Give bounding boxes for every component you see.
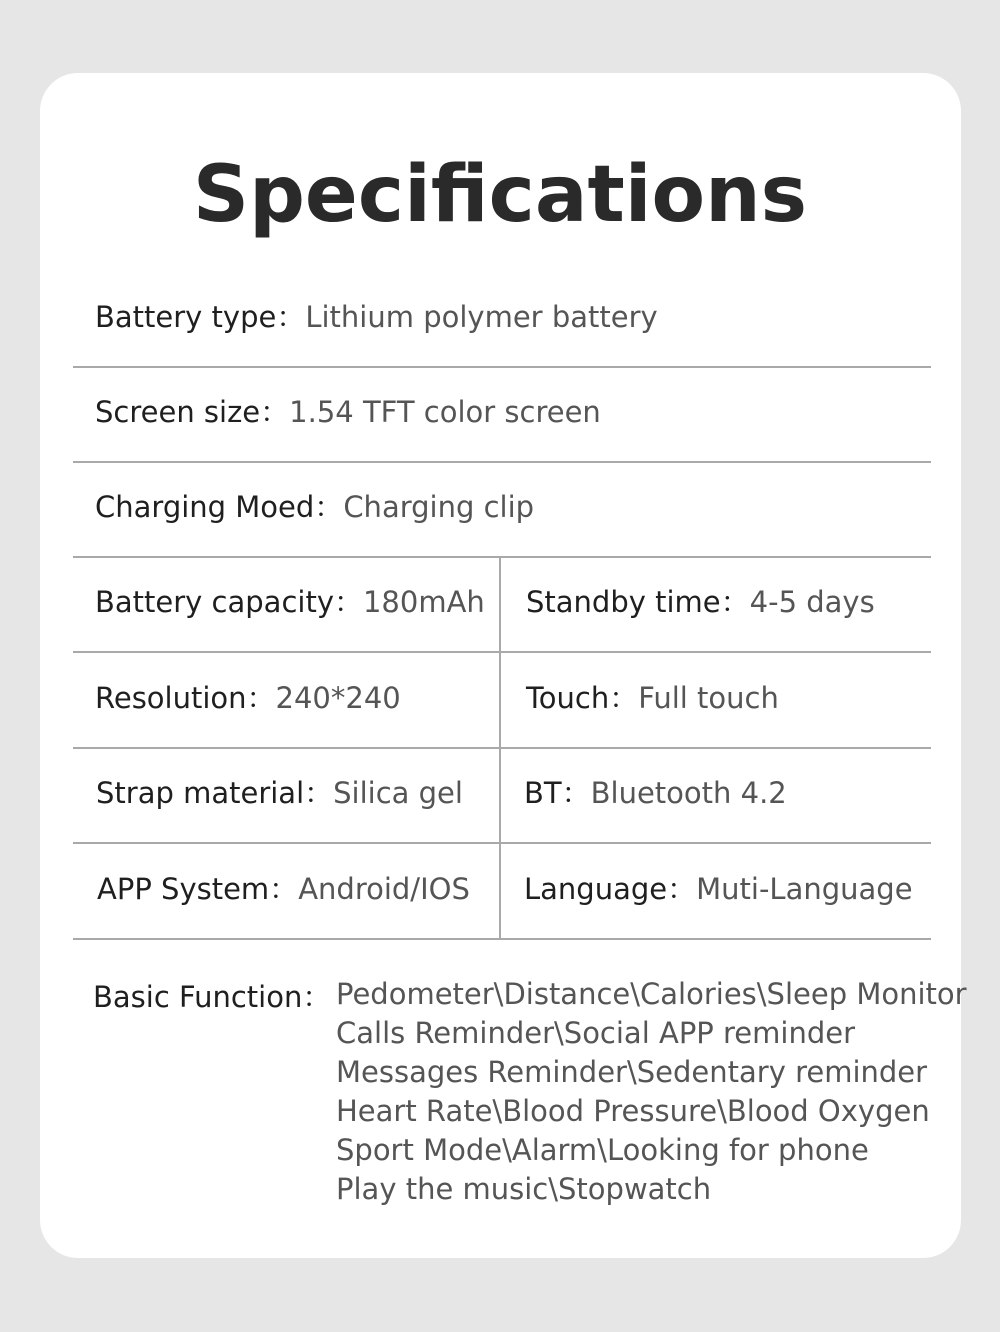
spec-row-screen-size: [73, 365, 931, 460]
spec-row-battery-type: [73, 270, 931, 365]
spec-label: BT：: [524, 776, 591, 810]
column-divider: [499, 557, 501, 939]
spec-label: APP System：: [97, 872, 299, 906]
spec-value: 1.54 TFT color screen: [289, 395, 601, 429]
basic-function-list: [336, 975, 967, 1209]
spec-label: Language：: [524, 872, 697, 906]
spec-value: 240*240: [275, 681, 401, 715]
function-line: Messages Reminder\Sedentary reminder: [336, 1055, 928, 1089]
spec-row-app-language: [73, 842, 931, 937]
function-line: Sport Mode\Alarm\Looking for phone: [336, 1133, 869, 1167]
spec-label: Resolution：: [95, 681, 276, 715]
divider: [73, 938, 931, 940]
spec-value: Full touch: [638, 681, 779, 715]
page-title: Specifications: [192, 150, 808, 240]
spec-value: Muti-Language: [696, 872, 913, 906]
spec-label: Screen size：: [95, 395, 290, 429]
spec-value: Silica gel: [333, 776, 463, 810]
spec-value: Charging clip: [343, 490, 535, 524]
spec-label: Battery capacity：: [95, 585, 363, 619]
spec-value: Android/IOS: [298, 872, 470, 906]
spec-row-strap-bt: [73, 746, 931, 841]
spec-row-charging-mode: [73, 460, 931, 555]
basic-function-label: Basic Function：: [93, 980, 332, 1014]
spec-row-resolution-touch: [73, 651, 931, 746]
spec-label: Standby time：: [526, 585, 750, 619]
spec-value: 180mAh: [362, 585, 485, 619]
function-line: Pedometer\Distance\Calories\Sleep Monitor: [336, 977, 967, 1011]
spec-value: Bluetooth 4.2: [590, 776, 787, 810]
spec-row-capacity-standby: [73, 555, 931, 650]
spec-label: Charging Moed：: [95, 490, 344, 524]
function-line: Calls Reminder\Social APP reminder: [336, 1016, 855, 1050]
spec-value: Lithium polymer battery: [305, 300, 658, 334]
function-line: Heart Rate\Blood Pressure\Blood Oxygen: [336, 1094, 930, 1128]
spec-value: 4-5 days: [749, 585, 875, 619]
spec-label: Touch：: [526, 681, 639, 715]
spec-label: Strap material：: [96, 776, 334, 810]
spec-label: Battery type：: [95, 300, 306, 334]
function-line: Play the music\Stopwatch: [336, 1172, 712, 1206]
